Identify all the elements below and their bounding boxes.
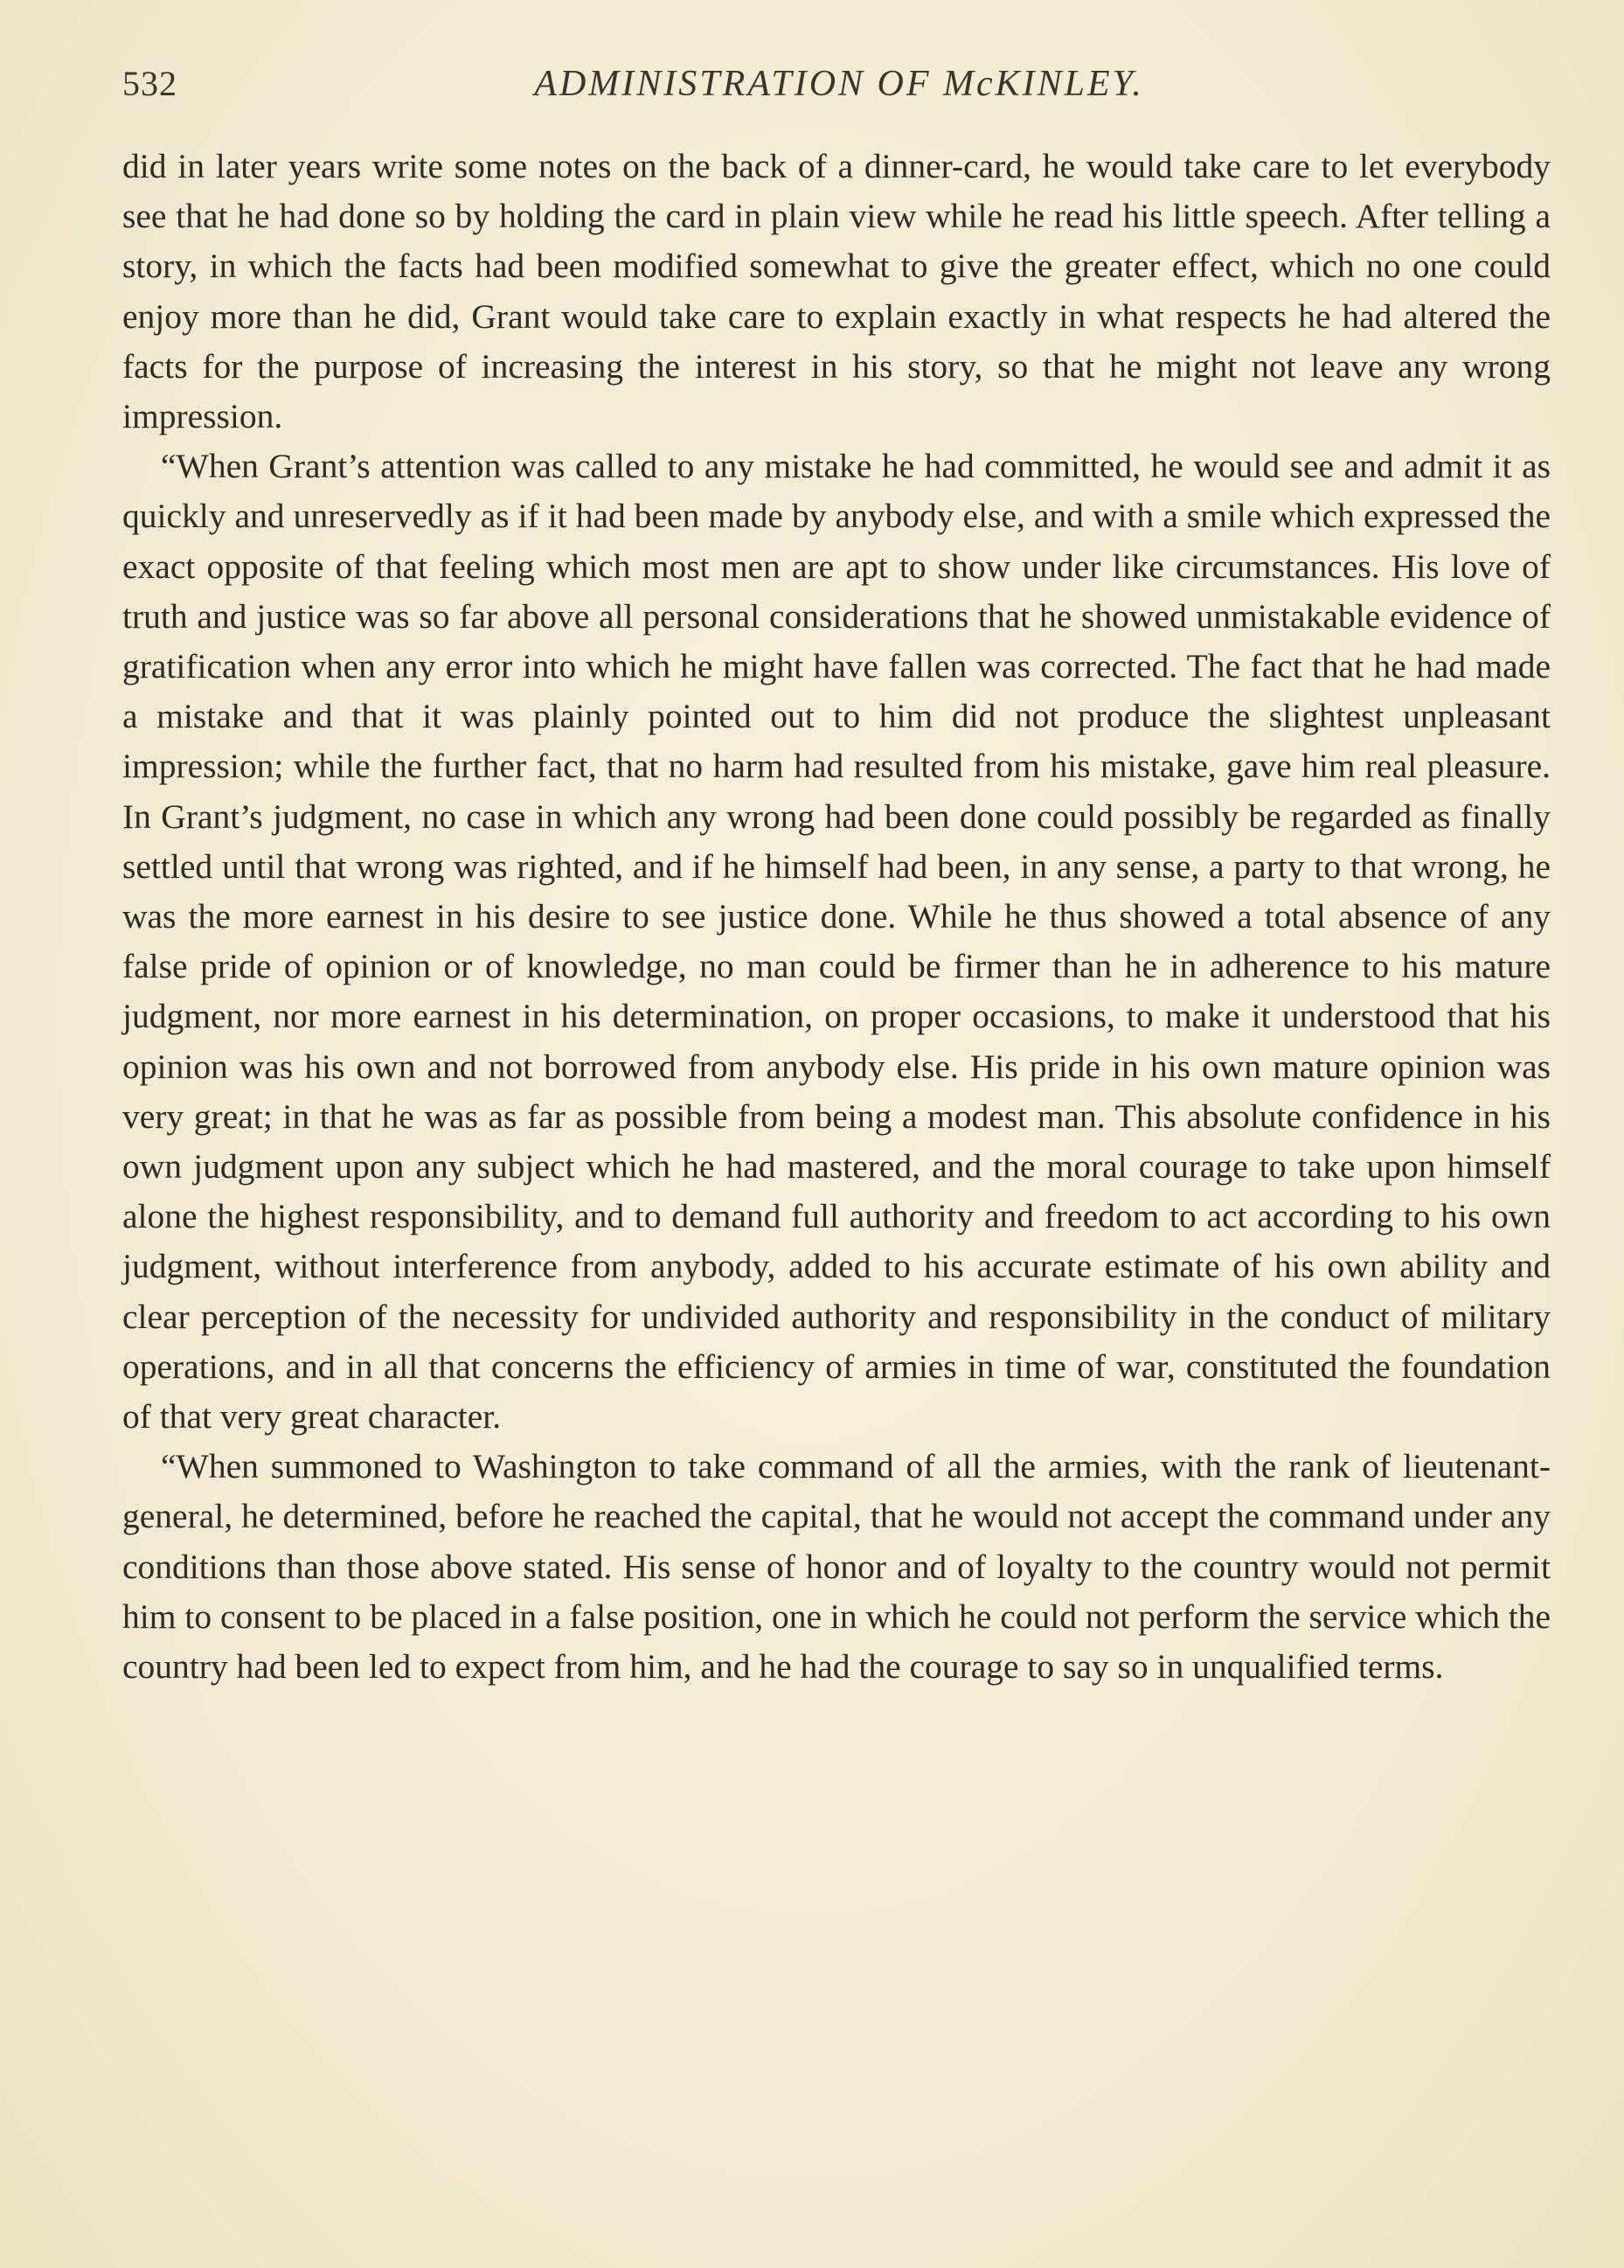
paragraph: “When Grant’s attention was called to any mistake he had committed, he would see and admit it as quickly and unreservedly as if it had been made by anybody else, and with a smile which expressed the exact opposite of that feeling which most men are apt to show under like circumstances. His love of truth and justice was so far above all personal considerations that he showed unmistakable evidence of gratification when any error into which he might have fallen was corrected. The fact that he had made a mistake and that it was plainly pointed out to him did not produce the slightest unpleasant impression; while the further fact, that no harm had resulted from his mistake, gave him real pleasure. In Grant’s judgment, no case in which any wrong had been done could possibly be regarded as finally settled until that wrong was righted, and if he himself had been, in any sense, a party to that wrong, he was the more earnest in his desire to see justice done. While he thus showed a total absence of any false pride of opinion or of knowledge, no man could be firmer than he in adherence to his mature judgment, nor more earnest in his determination, on proper occasions, to make it understood that his opinion was his own and not borrowed from anybody else. His pride in his own mature opinion was very great; in that he was as far as possible from being a modest man. This absolute confidence in his own judgment upon any subject which he had mastered, and the moral courage to take upon himself alone the highest responsibility, and to demand full authority and freedom to act according to his own judgment, without interference from anybody, added to his accurate estimate of his own ability and clear perception of the necessity for undivided authority and responsibility in the conduct of military operations, and in all that concerns the efficiency of armies in time of war, constituted the foundation of that very great character. — [122, 447, 1551, 1437]
paragraph: did in later years write some notes on the back of a dinner-card, he would take care to let everybody see that he had done so by holding the card in plain view while he read his little speech. After telling a story, in which the facts had been modified somewhat to give the greater effect, which no one could enjoy more than he did, Grant would take care to explain exactly in what respects he had altered the facts for the purpose of increasing the interest in his story, so that he might not leave any wrong impression. — [122, 147, 1551, 436]
page-header — [122, 63, 1556, 115]
paragraph: “When summoned to Washington to take command of all the armies, with the rank of lieutenant-general, he determined, before he reached the capital, that he would not accept the command under any conditions than those above stated. His sense of honor and of loyalty to the country would not permit him to consent to be placed in a false position, one in which he could not perform the service which the country had been led to expect from him, and he had the courage to say so in unqualified terms. — [122, 1447, 1551, 1687]
page-number: 532 — [122, 64, 177, 103]
running-head: ADMINISTRATION OF McKINLEY. — [534, 64, 1144, 104]
body-text — [122, 142, 1551, 1692]
